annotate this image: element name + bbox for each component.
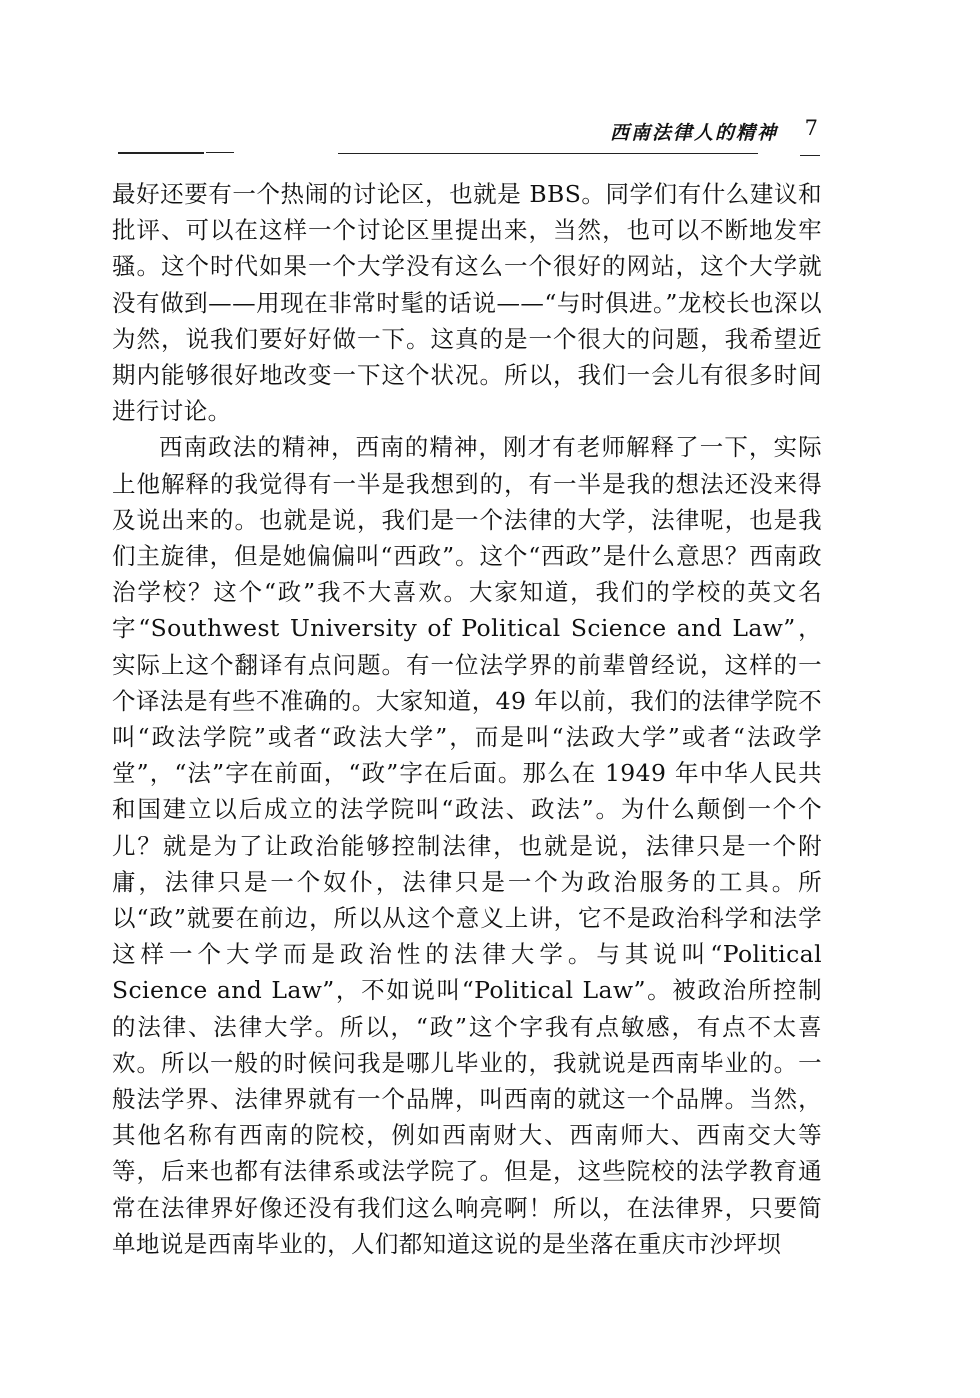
header-rule [338,153,758,154]
running-header [118,112,818,152]
header-rule [206,152,234,153]
header-rule [800,155,820,156]
running-title: 西南法律人的精神 [609,122,778,144]
page-number: 7 [804,116,818,140]
header-rule [118,152,204,154]
body-text [112,176,822,1262]
paragraph: 西南政法的精神，西南的精神，刚才有老师解释了一下，实际上他解释的我觉得有一半是我想到的，有一半是我的想法还没来得及说出来的。也就是说，我们是一个法律的大学，法律呢，也是我们主旋律，但是她偏偏叫“西政”。这个“西政”是什么意思？西南政治学校？这个“政”我不大喜欢。大家知道，我们的学校的英文名字“Southwest University of Political Science and Law”，实际上这个翻译有点问题。有一位法学界的前辈曾经说，这样的一个译法是有些不准确的。大家知道，49 年以前，我们的法律学院不叫“政法学院”或者“政法大学”，而是叫“法政大学”或者“法政学堂”，“法”字在前面，“政”字在后面。那么在 1949 年中华人民共和国建立以后成立的法学院叫“政法、政法”。为什么颠倒一个个儿？就是为了让政治能够控制法律，也就是说，法律只是一个附庸，法律只是一个奴仆，法律只是一个为政治服务的工具。所以“政”就要在前边，所以从这个意义上讲，它不是政治科学和法学这样一个大学而是政治性的法律大学。与其说叫“Political Science and Law”，不如说叫“Political Law”。被政治所控制的法律、法律大学。所以，“政”这个字我有点敏感，有点不太喜欢。所以一般的时候问我是哪儿毕业的，我就说是西南毕业的。一般法学界、法律界就有一个品牌，叫西南的就这一个品牌。当然，其他名称有西南的院校，例如西南财大、西南师大、西南交大等等，后来也都有法律系或法学院了。但是，这些院校的法学教育通常在法律界好像还没有我们这么响亮啊！所以，在法律界，只要简单地说是西南毕业的，人们都知道这说的是坐落在重庆市沙坪坝 [112,433,822,1258]
paragraph: 最好还要有一个热闹的讨论区，也就是 BBS。同学们有什么建议和批评、可以在这样一个讨论区里提出来，当然，也可以不断地发牢骚。这个时代如果一个大学没有这么一个很好的网站，这个大学就没有做到——用现在非常时髦的话说——“与时俱进。”龙校长也深以为然，说我们要好好做一下。这真的是一个很大的问题，我希望近期内能够很好地改变一下这个状况。所以，我们一会儿有很多时间进行讨论。 [112,180,822,426]
